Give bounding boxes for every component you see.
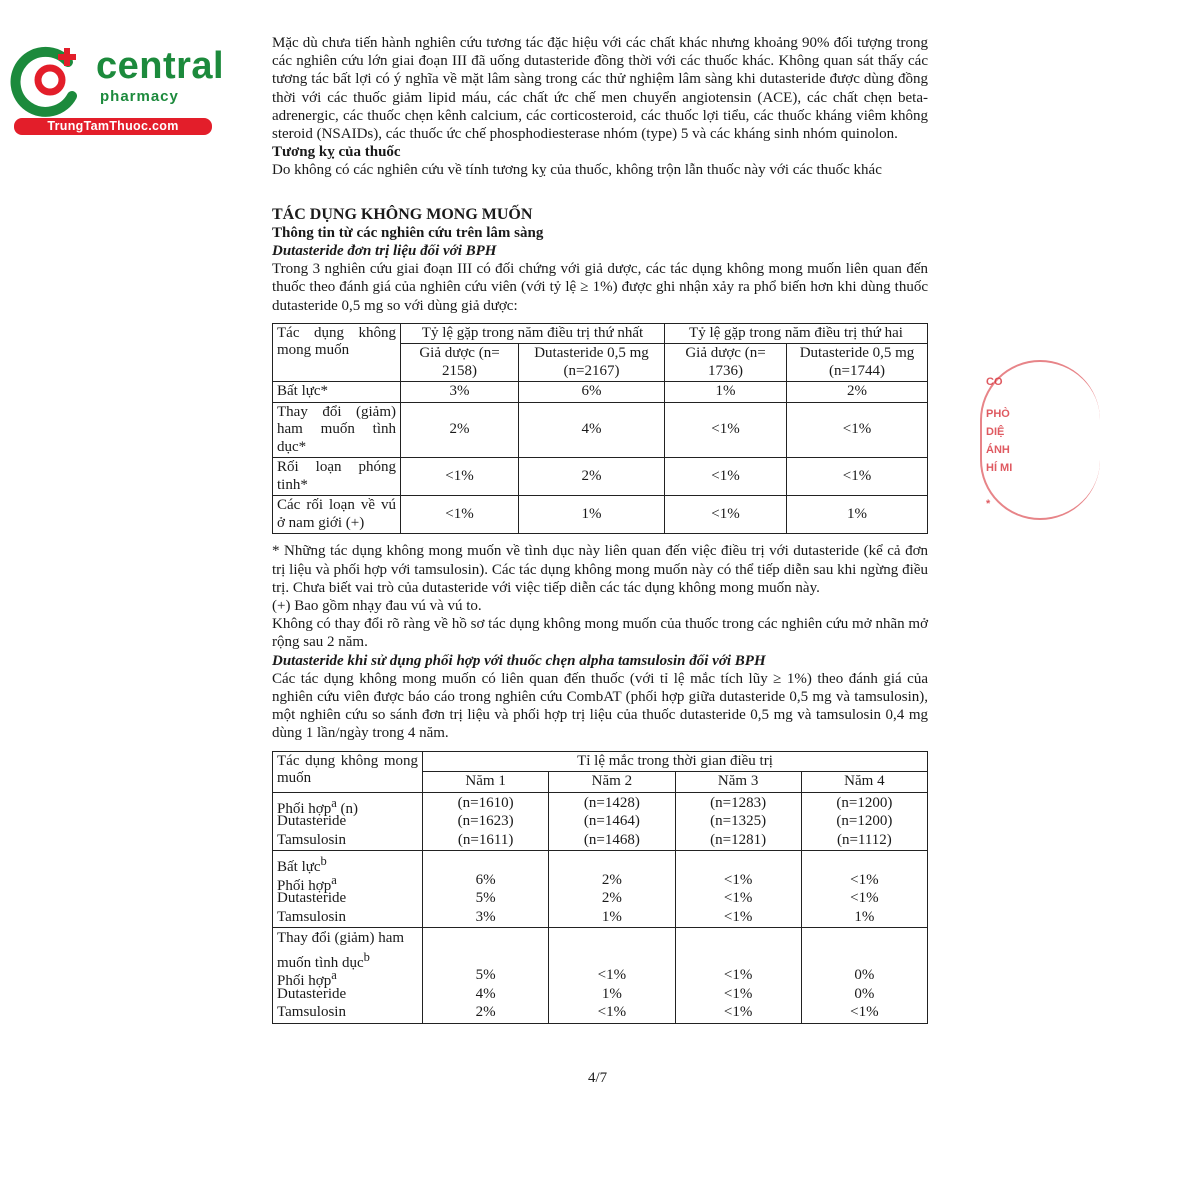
t1-cell: <1%: [665, 496, 787, 534]
t2-sup: b: [363, 949, 370, 964]
t2-span-header: Tỉ lệ mắc trong thời gian điều trị: [423, 751, 928, 772]
central-logo-icon: [10, 40, 90, 120]
t2-cell: (n=1464): [583, 813, 640, 830]
t2-year-4: Năm 4: [801, 772, 927, 793]
t2-year-2: Năm 2: [549, 772, 675, 793]
t2-cell: <1%: [723, 967, 753, 984]
t2-group-title: Bất lực: [277, 859, 321, 876]
footnote-breast: (+) Bao gồm nhạy đau vú và vú to.: [272, 597, 482, 614]
table-row: [273, 402, 928, 458]
t1-cell: 1%: [519, 496, 665, 534]
t2-year-3: Năm 3: [675, 772, 801, 793]
t1-year2-header: Tỷ lệ gặp trong năm điều trị thứ hai: [665, 323, 928, 344]
t2-g2-labels: [273, 928, 423, 1024]
t2-cell: (n=1428): [583, 794, 640, 811]
t2-cell: 4%: [475, 985, 496, 1002]
clinical-subheading: Thông tin từ các nghiên cứu trên lâm sàng: [272, 224, 544, 241]
t1-cell: 3%: [401, 382, 519, 403]
t2-cell-group: [423, 851, 549, 928]
t1-col0-header: Tác dụng không mong muốn: [273, 323, 401, 382]
t2-cell: <1%: [850, 1004, 879, 1021]
t2-cell: <1%: [723, 1004, 753, 1021]
compat-paragraph: Do không có các nghiên cứu về tính tương kỵ của thuốc, không trộn lẫn thuốc này với các thuốc khác: [272, 162, 882, 179]
t1-cell: 2%: [401, 402, 519, 458]
t2-cell: 0%: [854, 985, 875, 1002]
stamp-seal: [972, 360, 1020, 520]
t2-cell: <1%: [723, 871, 753, 888]
footnote-sexual: * Những tác dụng không mong muốn về tình dục này liên quan đến việc điều trị với dutasteride (kể cả đơn trị liệu và phối hợp với tamsulosin). Các tác dụng không mong muốn này có thể tiếp diễn sau khi ngừng điều trị. Chưa biết vai trò của dutasteride với việc tiếp diễn các tác dụng không mong muốn này.: [272, 543, 928, 596]
t1-cell: 6%: [519, 382, 665, 403]
table-row: [273, 851, 928, 928]
t2-cell: <1%: [597, 967, 627, 984]
t2-year-1: Năm 1: [423, 772, 549, 793]
t1-cell: <1%: [787, 402, 928, 458]
t2-cell: (n=1200): [836, 813, 893, 830]
t2-cell-group: [801, 928, 927, 1024]
t2-cell: (n=1610): [457, 794, 514, 811]
central-pharmacy-logo[interactable]: [10, 38, 225, 138]
t2-cell: 2%: [475, 1004, 496, 1021]
t1-cell: <1%: [665, 402, 787, 458]
t2-cell: <1%: [723, 890, 753, 907]
logo-site: TrungTamThuoc.com: [14, 118, 212, 135]
t2-label: Phối hợp: [277, 800, 332, 817]
table-row: [273, 382, 928, 403]
t2-label: Tamsulosin: [277, 831, 346, 848]
logo-sub: pharmacy: [100, 88, 179, 105]
t1-row-label: Thay đổi (giảm) ham muốn tình dục*: [273, 402, 401, 458]
t2-cell-group: [549, 792, 675, 851]
t1-cell: <1%: [665, 458, 787, 496]
stamp-text: ÁNH: [986, 444, 1010, 456]
compat-heading: Tương kỵ của thuốc: [272, 144, 401, 161]
t2-cell-group: [675, 928, 801, 1024]
table-row: [273, 928, 928, 1024]
t2-sup: b: [320, 854, 327, 869]
t2-label: Tamsulosin: [277, 1004, 346, 1021]
t1-cell: 1%: [787, 496, 928, 534]
t2-cell-group: [801, 851, 927, 928]
t2-label: Tamsulosin: [277, 908, 346, 925]
page-number: 4/7: [588, 1070, 608, 1086]
t2-col0-header: Tác dụng không mong muốn: [273, 751, 423, 792]
interaction-paragraph: Mặc dù chưa tiến hành nghiên cứu tương tác đặc hiệu với các chất khác nhưng khoảng 90% đối tượng trong các nghiên cứu lớn giai đoạn III đã uống dutasteride đồng thời với các thuốc khác. Không quan sát thấy các tương tác bất lợi có ý nghĩa về mặt lâm sàng trong các thử nghiệm lâm sàng khi dutasteride được dùng đồng thời với các thuốc giảm lipid máu, các chất ức chế men chuyển angiotensin (ACE), các chất chẹn beta-adrenergic, các thuốc chẹn kênh calcium, các corticosteroid, các thuốc lợi tiểu, các thuốc kháng viêm không steroid (NSAIDs), các thuốc ức chế phosphodiesterase nhóm (type) 5 và các kháng sinh nhóm quinolon.: [272, 35, 928, 143]
t1-year1-header: Tỷ lệ gặp trong năm điều trị thứ nhất: [401, 323, 665, 344]
t2-n-labels: [273, 792, 423, 851]
t2-group-title: Thay đổi (giảm) ham muốn tình dục: [277, 930, 405, 971]
t2-cell: 2%: [601, 871, 622, 888]
t1-h3: Giả dược (n= 1736): [665, 344, 787, 382]
t2-cell: 1%: [854, 908, 875, 925]
t2-cell: <1%: [723, 985, 753, 1002]
adverse-effects-table-1: [272, 323, 928, 535]
t2-cell: 6%: [475, 871, 496, 888]
t1-cell: 2%: [787, 382, 928, 403]
table-row: [273, 458, 928, 496]
combo-heading: Dutasteride khi sử dụng phối hợp với thuốc chẹn alpha tamsulosin đối với BPH: [272, 652, 766, 669]
t2-label: Dutasteride: [277, 813, 347, 830]
t2-cell: (n=1325): [710, 813, 767, 830]
t2-sup: a: [331, 795, 337, 810]
t2-cell-group: [801, 792, 927, 851]
t2-cell: (n=1611): [457, 831, 514, 848]
stamp-text: DIỆ: [986, 426, 1005, 438]
t2-cell: 5%: [475, 967, 496, 984]
table-row: [273, 496, 928, 534]
stamp-text: PHÒ: [986, 408, 1010, 420]
table-row: [273, 792, 928, 851]
t2-g1-labels: [273, 851, 423, 928]
footnote-openlabel: Không có thay đổi rõ ràng về hồ sơ tác dụng không mong muốn của thuốc trong các nghiên cứu mở nhãn mở rộng sau 2 năm.: [272, 616, 928, 651]
t2-cell: <1%: [723, 908, 753, 925]
stamp-text: CO: [986, 376, 1003, 388]
document-page: [272, 34, 928, 1024]
t1-row-label: Bất lực*: [273, 382, 401, 403]
t2-cell: <1%: [850, 890, 879, 907]
t2-label: (n): [340, 800, 359, 817]
t2-cell: 5%: [475, 890, 496, 907]
t2-cell: 3%: [475, 908, 496, 925]
t2-cell: (n=1283): [710, 794, 767, 811]
t2-cell-group: [423, 928, 549, 1024]
t2-label: Phối hợp: [277, 973, 332, 990]
mono-paragraph: Trong 3 nghiên cứu giai đoạn III có đối chứng với giả dược, các tác dụng không mong muốn liên quan đến thuốc theo đánh giá của nghiên cứu viên (với tỷ lệ ≥ 1%) được ghi nhận xảy ra phổ biến hơn khi dùng thuốc dutasteride 0,5 mg so với dùng giả dược:: [272, 261, 928, 314]
t1-cell: <1%: [401, 496, 519, 534]
combo-paragraph: Các tác dụng không mong muốn có liên quan đến thuốc (với tỉ lệ mắc tích lũy ≥ 1%) theo đánh giá của nghiên cứu viên được báo cáo trong nghiên cứu CombAT (phối hợp giữa dutasteride 0,5 mg và tamsulosin), một nghiên cứu so sánh đơn trị liệu và phối hợp trị liệu của thuốc dutasteride 0,5 mg và tamsulosin 0,4 mg dùng 1 lần/ngày trong 4 năm.: [272, 670, 928, 742]
t2-cell-group: [675, 792, 801, 851]
t2-cell: (n=1281): [710, 831, 767, 848]
t1-h2: Dutasteride 0,5 mg (n=2167): [519, 344, 665, 382]
logo-name: central: [96, 45, 225, 87]
stamp-text: HÍ MI: [986, 462, 1013, 474]
t2-cell: <1%: [850, 871, 879, 888]
t2-cell: <1%: [597, 1004, 627, 1021]
t2-cell: (n=1623): [457, 813, 514, 830]
t1-cell: <1%: [401, 458, 519, 496]
t2-cell-group: [549, 851, 675, 928]
t1-row-label: Các rối loạn về vú ở nam giới (+): [273, 496, 401, 534]
t1-h4: Dutasteride 0,5 mg (n=1744): [787, 344, 928, 382]
t2-sup: a: [331, 968, 337, 983]
t2-label: Phối hợp: [277, 877, 332, 894]
mono-heading: Dutasteride đơn trị liệu đối với BPH: [272, 243, 497, 260]
t2-cell: 0%: [854, 967, 875, 984]
t1-cell: 1%: [665, 382, 787, 403]
t1-cell: 2%: [519, 458, 665, 496]
t1-h1: Giả dược (n= 2158): [401, 344, 519, 382]
t2-cell: (n=1200): [836, 794, 893, 811]
t2-cell: (n=1112): [836, 831, 892, 848]
t1-cell: <1%: [787, 458, 928, 496]
t2-cell-group: [423, 792, 549, 851]
stamp-text: *: [986, 498, 991, 510]
adverse-effects-table-2: [272, 751, 928, 1024]
t2-cell-group: [675, 851, 801, 928]
t2-label: Dutasteride: [277, 985, 347, 1002]
t2-cell: (n=1468): [583, 831, 640, 848]
t2-sup: a: [331, 872, 337, 887]
t1-row-label: Rối loạn phóng tinh*: [273, 458, 401, 496]
t2-cell: 1%: [601, 985, 622, 1002]
t2-label: Dutasteride: [277, 890, 347, 907]
t2-cell-group: [549, 928, 675, 1024]
t2-cell: 1%: [601, 908, 622, 925]
section-title: TÁC DỤNG KHÔNG MONG MUỐN: [272, 205, 533, 223]
t2-cell: 2%: [601, 890, 622, 907]
t1-cell: 4%: [519, 402, 665, 458]
